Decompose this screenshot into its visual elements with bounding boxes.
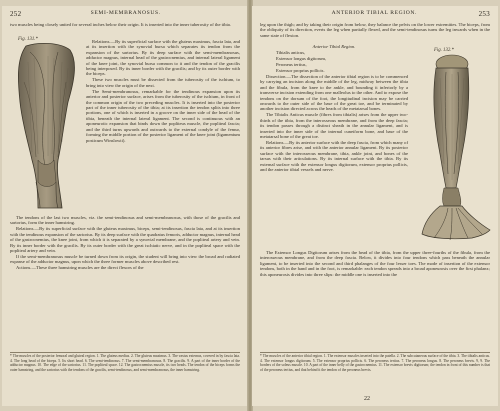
left-relations-block: Relations.—By its superficial surface with the gluteus maximus, fascia lata, and at its insertion with the synovial bursa which separates its tendon from the expansion of the sartorius. By its deep surface with the semi-membranosus, adductor magnus, internal head of the gastrocnemius, and internal lateral ligament of the knee joint, the synovial bursa common to it and the tendon of the gracilis being interposed. By its inner border with the gracilis; and by its outer border with the biceps. These two muscles must be dissected from the tuberosity of the ischium, to bring into view the origin of the next. The Semi-membranosus, remarkable for the tendinous expansion upon its anterior and posterior surface, arises from the tuberosity of the ischium, in front of the common origin of the two preceding muscles. It is inserted into the posterior part of the inner tuberosity of the tibia; at its insertion the tendon splits into three portions, one of which is inserted in a groove on the inner side of the head of the tibia, beneath the internal lateral ligament. The second is continuous with an aponeurotic expansion that binds down the popliteus muscle, the popliteal fascia; and the third turns upwards and outwards to the external condyle of the femur, forming the middle portion of the posterior ligament of the knee joint (ligamentum posticum Winslowii). xyxy=(86,39,240,143)
right-footnote: * The muscles of the anterior tibial region. 1. The extensor muscles inserted into the patella. 2. The subcutaneous surface of the tibia. 3. The tibialis anticus. 4. The extensor longus digitorum. 5. The extensor proprius pollicis. 6. The peroneus tertius. 7. The peroneus longus. 8. The peroneus brevis. 9, 9. The borders of the soleus muscle. 10. A part of the inner belly of the gastrocnemius. 11. The extensor brevis digitorum; the tendon in front of this number is that of the peroneus tertius, and that behind it the tendon of the peroneus brevis. xyxy=(260,354,490,372)
left-page xyxy=(2,6,248,406)
left-running-head xyxy=(10,10,240,20)
right-figure-label: Fig. 132.* xyxy=(434,48,454,53)
posterior-thigh-muscle-illustration xyxy=(8,42,84,212)
right-body-lower: The Extensor Longus Digitorum arises from the head of the tibia, from the upper three-fourths of the fibula, from the interosseous membrane, and from the deep fascia. Below, it divides into four tendons which pass beneath the annular ligament, to be inserted into the second and third phalanges of the four lesser toes. The mode of insertion of the extensor tendons, both in the hand and in the foot, is remarkable: each tendon spreads into a broad aponeurosis over the first phalanx; this aponeurosis divides into three slips: the middle one is inserted into the xyxy=(260,250,490,277)
printer-signature: 22 xyxy=(364,396,370,402)
anterior-tibial-muscle-illustration xyxy=(410,54,494,244)
right-running-head xyxy=(260,10,490,20)
left-body-top: two muscles being closely united for several inches below their origin. It is inserted into the inner tuberosity of the tibia. xyxy=(10,22,231,27)
left-running-title: SEMI-MEMBRANOSUS. xyxy=(90,10,161,16)
section-title: Anterior Tibial Region. xyxy=(312,44,356,49)
left-body-lower: The tendons of the last two muscles, viz. the semi-tendinosus and semi-membranosus, with those of the gracilis and sartorius, form the inner hamstring. Relations.—By its superficial surface with the gluteus maximus, biceps, semi-tendinosus, fascia lata, and at its insertion with the tendinous expansion of the sartorius. By its deep surface with the quadratus femoris, adductor magnus, internal head of the gastrocnemius, the knee joint, from which it is separated by a synovial membrane, and the popliteal artery and vein. By its inner border with the gracilis. By its outer border with the great ischiatic nerve, and in the popliteal space with the popliteal artery and vein. If the semi-membranosus muscle be turned down from its origin, the student will bring into view the broad and radiated expanse of the adductor magnus, upon which the three former muscles above described rest. Actions.—These three hamstring muscles are the direct flexors of the xyxy=(10,215,241,271)
right-section-block: Anterior Tibial Region. Tibialis anticus, Extensor longus digitorum, Peroneus tertius, Extensor proprius pollicis. Dissection.—The dissection of the anterior tibial region is to be commenced by carrying an incision along the middle of the leg, midway between the tibia and the fibula, from the knee to the ankle, and bounding it inferiorly by a transverse incision extending from one malleolus to the other. And to expose the tendons on the dorsum of the foot, the longitudinal incision may be carried onwards to the outer side of the base of the great toe, and be terminated by another incision directed across the heads of the metatarsal bones. The Tibialis Anticus muscle (fibres from tibialis) arises from the upper two-thirds of the tibia, from the interosseous membrane, and from the deep fascia; its tendon passes through a distinct sheath in the annular ligament, and is inserted into the inner side of the internal cuneiform bone, and base of the metatarsal bone of the great toe. Relations.—By its anterior surface with the deep fascia, from which many of its anterior fibres arise, and with the anterior annular ligament. By its posterior surface with the interosseous membrane, tibia, ankle joint, and bones of the tarsus with their articulations. By its internal surface with the tibia. By its external surface with the extensor longus digitorum, extensor proprius pollicis, and the anterior tibial vessels and nerve. xyxy=(260,44,408,173)
right-page-number: 253 xyxy=(478,10,490,18)
right-running-title: ANTERIOR TIBIAL REGION. xyxy=(331,10,418,16)
left-page-number: 252 xyxy=(10,10,22,18)
left-figure-label: Fig. 131.* xyxy=(18,37,38,42)
left-footnote: * The muscles of the posterior femoral and gluteal region. 1. The gluteus medius. 2. The gluteus maximus. 3. The vastus externus, covered in by fascia lata. 4. The long head of the biceps. 5. Its short head. 6. The semi-tendinosus. 7. The semi-membranosus. 8. The gracilis. 9. A part of the inner border of the adductor magnus. 10. The edge of the sartorius. 11. The popliteal space. 12. The gastrocnemius muscle, its two heads. The tendon of the biceps forms the outer hamstring, and the sartorius with the tendons of the gracilis, semi-tendinosus, and semi-membranosus, the inner hamstring. xyxy=(10,354,240,372)
right-page xyxy=(252,6,498,406)
right-body-top: leg upon the thigh; and by taking their origin from below, they balance the pelvis on the lower extremities. The biceps, from the obliquity of its direction, everts the leg when partially flexed, and the semi-tendinosus turns the leg inwards when in the same state of flexion. xyxy=(260,22,490,38)
